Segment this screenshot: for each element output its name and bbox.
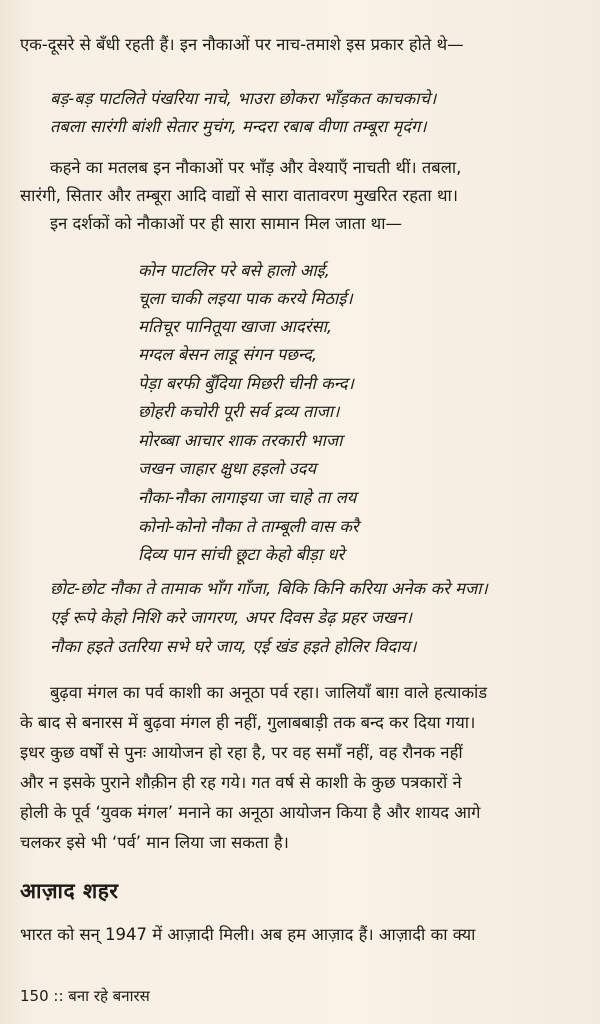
body-line: और न इसके पुराने शौक़ीन ही रह गये। गत वर्ष से काशी के कुछ पत्रकारों ने xyxy=(20,773,462,792)
body-line: के बाद से बनारस में बुढ़वा मंगल ही नहीं, गुलाबबाड़ी तक बन्द कर दिया गया। xyxy=(20,713,476,732)
body-line: इधर कुछ वर्षों से पुनः आयोजन हो रहा है, पर वह समाँ नहीं, वह रौनक नहीं xyxy=(20,743,463,762)
verse3-line: एई रूपे केहो निशि करे जागरण, अपर दिवस डेढ़ प्रहर जखन। xyxy=(50,608,412,627)
continuation-line: एक-दूसरे से बँधी रहती हैं। इन नौकाओं पर नाच-तमाशे इस प्रकार होते थे— xyxy=(20,35,464,54)
section-heading: आज़ाद शहर xyxy=(20,879,119,903)
verse2-line: मतिचूर पानितूया खाजा आदरंसा, xyxy=(138,317,333,336)
verse2-line: पेड़ा बरफी बुँदिया मिछरी चीनी कन्द। xyxy=(138,374,354,393)
page-footer: 150 :: बना रहे बनारस xyxy=(20,987,150,1005)
verse1-line: तबला सारंगी बांशी सेतार मुचंग, मन्दरा रबाब वीणा तम्बूरा मृदंग। xyxy=(50,117,427,136)
body-line: सारंगी, सितार और तम्बूरा आदि वाद्यों से सारा वातावरण मुखरित रहता था। xyxy=(20,186,459,205)
body-line: इन दर्शकों को नौकाओं पर ही सारा सामान मिल जाता था— xyxy=(50,214,402,233)
verse2-line: छोहरी कचोरी पूरी सर्व द्रव्य ताजा। xyxy=(138,402,340,421)
verse2-line: मोरब्बा आचार शाक तरकारी भाजा xyxy=(138,431,343,450)
verse2-line: कोनो-कोनो नौका ते ताम्बूली वास करै xyxy=(138,517,359,536)
verse1-line: बड़-बड़ पाटलिते पंखरिया नाचे, भाउरा छोकरा भाँड़कत काचकाचे। xyxy=(50,89,437,108)
verse2-line: मग्दल बेसन लाडू संगन पछन्द, xyxy=(138,345,318,364)
verse3-line: नौका हइते उतरिया सभे घरे जाय, एई खंड हइते होलिर विदाय। xyxy=(50,637,417,656)
body-line: होली के पूर्व ‘युवक मंगल’ मनाने का अनूठा आयोजन किया है और शायद आगे xyxy=(20,803,481,822)
verse3-line: छोट-छोट नौका ते तामाक भाँग गाँजा, बिकि किनि करिया अनेक करे मजा। xyxy=(50,579,488,598)
verse2-line: कोन पाटलिर परे बसे हालो आई, xyxy=(138,261,330,280)
body-line: कहने का मतलब इन नौकाओं पर भाँड़ और वेश्याएँ नाचती थीं। तबला, xyxy=(50,158,462,177)
body-line: बुढ़वा मंगल का पर्व काशी का अनूठा पर्व रहा। जालियाँ बाग़ वाले हत्याकांड xyxy=(50,683,488,702)
body-line: भारत को सन् 1947 में आज़ादी मिली। अब हम आज़ाद हैं। आज़ादी का क्या xyxy=(20,925,476,944)
verse2-line: जखन जाहार क्षुधा हइलो उदय xyxy=(138,459,317,478)
body-line: चलकर इसे भी ‘पर्व’ मान लिया जा सकता है। xyxy=(20,833,289,852)
verse2-line: दिव्य पान सांची छूटा केहो बीड़ा धरे xyxy=(138,545,345,564)
verse2-line: नौका-नौका लागाइया जा चाहे ता लय xyxy=(138,488,357,507)
verse2-line: चूला चाकी लइया पाक करये मिठाई। xyxy=(138,289,353,308)
